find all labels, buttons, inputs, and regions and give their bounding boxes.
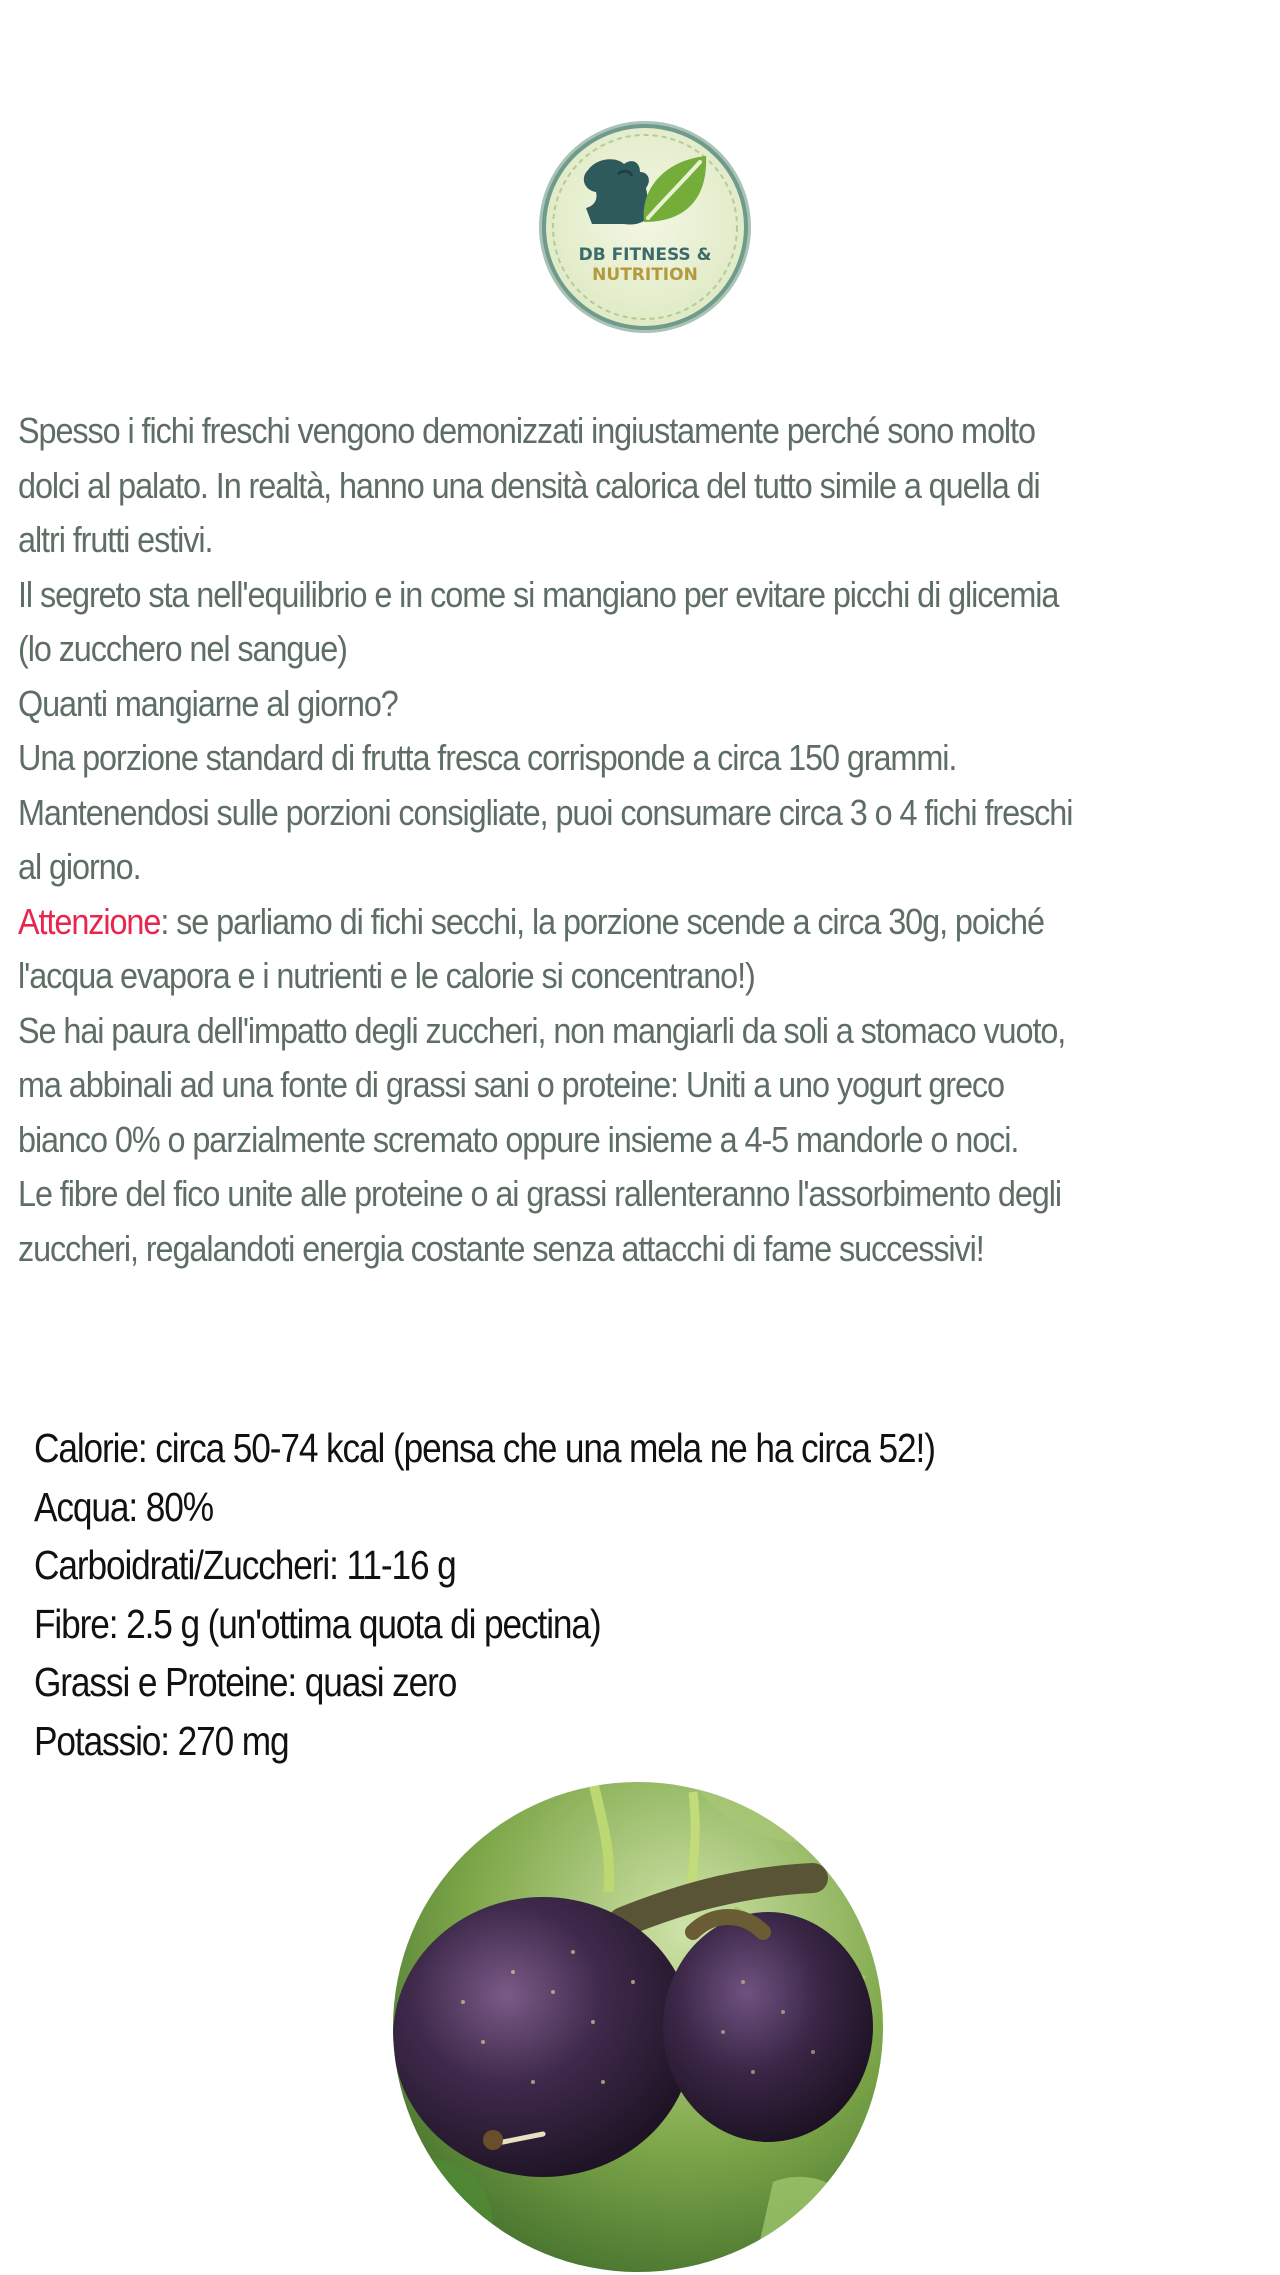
fact-carbs: Carboidrati/Zuccheri: 11-16 g [34,1542,456,1588]
logo-text-line1: DB FITNESS & [578,245,712,265]
article-line: (lo zucchero nel sangue) [18,628,347,669]
nutrition-facts [34,1419,935,1770]
article-text [18,404,1265,1276]
logo-text-line2: NUTRITION [592,265,698,285]
figs-illustration [393,1782,883,2272]
article-line: Il segreto sta nell'equilibrio e in come si mangiano per evitare picchi di glicemia [18,573,1059,615]
article-line: bianco 0% o parzialmente scremato oppure insieme a 4-5 mandorle o noci. [18,1118,1019,1160]
fact-fiber: Fibre: 2.5 g (un'ottima quota di pectina) [34,1600,601,1647]
article-line: Se hai paura dell'impatto degli zuccheri, non mangiarli da soli a stomaco vuoto, [18,1009,1066,1051]
article-line: Una porzione standard di frutta fresca corrisponde a circa 150 grammi. [18,737,957,778]
article-line: zuccheri, regalandoti energia costante senza attacchi di fame successivi! [18,1227,984,1269]
article-question: Quanti mangiarne al giorno? [18,682,398,724]
brand-logo-badge [536,118,754,336]
fact-potassium: Potassio: 270 mg [34,1717,289,1764]
article-line: Spesso i fichi freschi vengono demonizzati ingiustamente perché sono molto [18,410,1035,451]
figs-photo [393,1782,883,2272]
fact-fat-protein: Grassi e Proteine: quasi zero [34,1659,457,1705]
article-line: ma abbinali ad una fonte di grassi sani o proteine: Uniti a uno yogurt greco [18,1064,1004,1105]
brand-logo [536,118,754,336]
article-line: Le fibre del fico unite alle proteine o ai grassi rallenteranno l'assorbimento degli [18,1173,1061,1214]
fact-water: Acqua: 80% [34,1483,213,1530]
article-line: l'acqua evapora e i nutrienti e le calorie si concentrano!) [18,955,755,996]
attention-word: Attenzione [18,900,161,942]
article-attention-line [18,895,1265,950]
article-line: Mantenendosi sulle porzioni consigliate, puoi consumare circa 3 o 4 fichi freschi [18,791,1073,833]
article-line: altri frutti estivi. [18,519,213,560]
article-line: al giorno. [18,846,141,887]
fact-calories: Calorie: circa 50-74 kcal (pensa che una mela ne ha circa 52!) [34,1425,935,1471]
article-line: dolci al palato. In realtà, hanno una densità calorica del tutto simile a quella di [18,464,1040,506]
attention-rest: : se parliamo di fichi secchi, la porzione scende a circa 30g, poiché [160,900,1044,942]
